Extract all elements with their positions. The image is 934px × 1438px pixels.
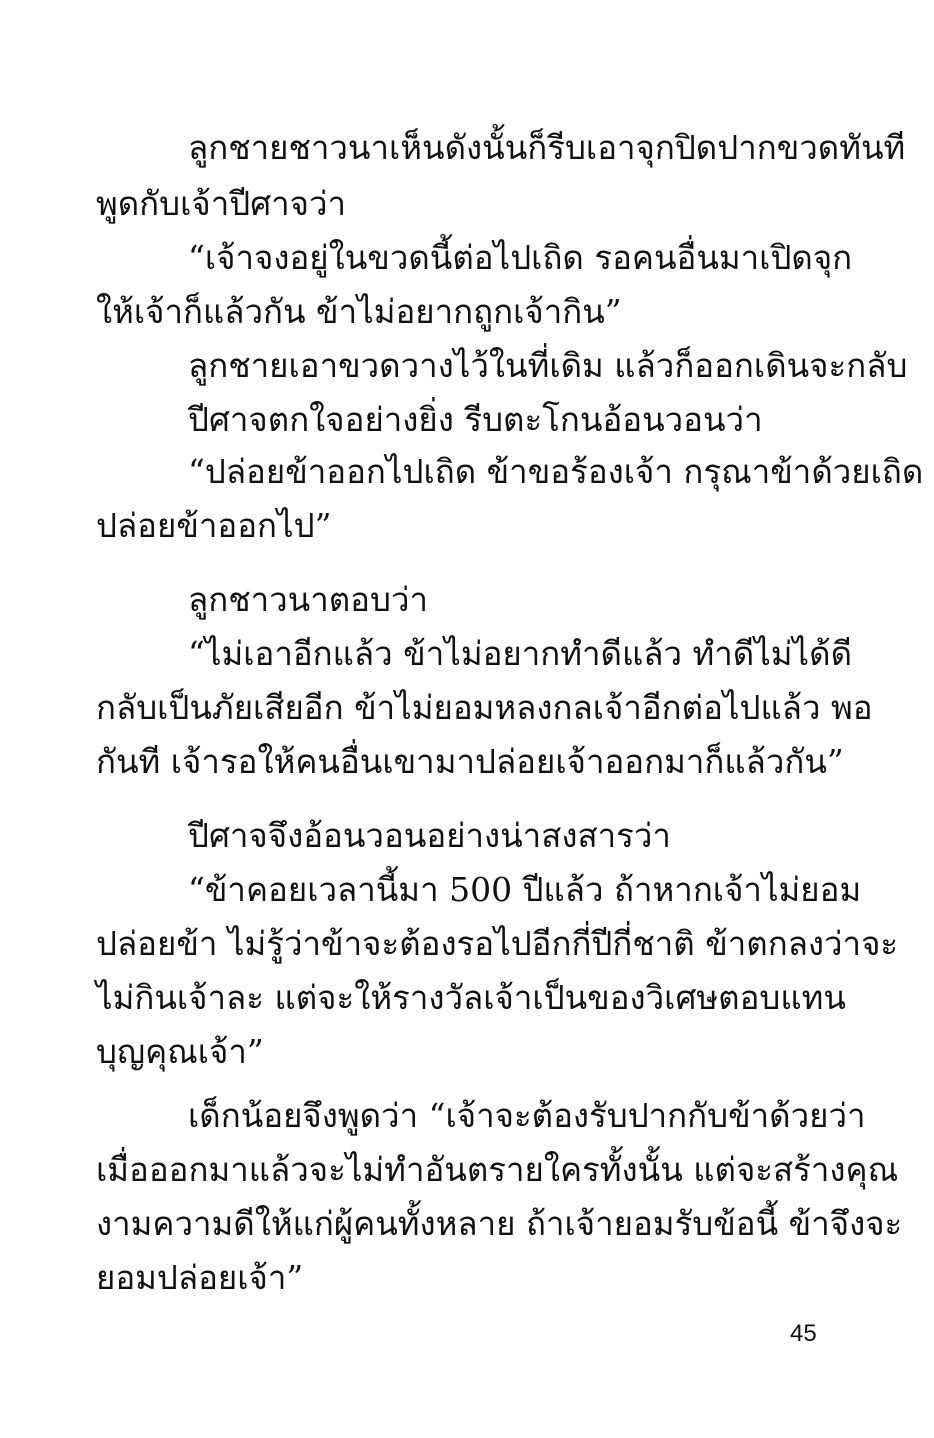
text-line: ปีศาจจึงอ้อนวอนอย่างน่าสงสารว่า	[188, 816, 671, 855]
text-line: เด็กน้อยจึงพูดว่า “เจ้าจะต้องรับปากกับข้าด้วยว่า	[188, 1096, 866, 1135]
page-number: 45	[790, 1320, 817, 1347]
text-line: กลับเป็นภัยเสียอีก ข้าไม่ยอมหลงกลเจ้าอีกต่อไปแล้ว พอ	[96, 688, 873, 727]
text-line: ลูกชาวนาตอบว่า	[188, 580, 429, 619]
text-line: “ปล่อยข้าออกไปเถิด ข้าขอร้องเจ้า กรุณาข้าด้วยเถิด	[188, 452, 924, 491]
text-line: บุญคุณเจ้า”	[96, 1032, 264, 1071]
text-line: “เจ้าจงอยู่ในขวดนี้ต่อไปเถิด รอคนอื่นมาเปิดจุก	[188, 238, 853, 277]
text-line: ลูกชายเอาขวดวางไว้ในที่เดิม แล้วก็ออกเดินจะกลับ	[188, 346, 908, 385]
text-line: เมื่อออกมาแล้วจะไม่ทำอันตรายใครทั้งนั้น แต่จะสร้างคุณ	[96, 1150, 899, 1189]
text-line: กันที เจ้ารอให้คนอื่นเขามาปล่อยเจ้าออกมาก็แล้วกัน”	[96, 742, 844, 781]
text-line: “ไม่เอาอีกแล้ว ข้าไม่อยากทำดีแล้ว ทำดีไม่ได้ดี	[188, 634, 853, 673]
text-line: ไม่กินเจ้าละ แต่จะให้รางวัลเจ้าเป็นของวิเศษตอบแทน	[96, 978, 846, 1017]
text-line: “ข้าคอยเวลานี้มา 500 ปีแล้ว ถ้าหากเจ้าไม่ยอม	[188, 870, 862, 909]
text-line: ปีศาจตกใจอย่างยิ่ง รีบตะโกนอ้อนวอนว่า	[188, 400, 763, 439]
text-line: พูดกับเจ้าปีศาจว่า	[96, 184, 347, 223]
text-line: ลูกชายชาวนาเห็นดังนั้นก็รีบเอาจุกปิดปากขวดทันที	[188, 128, 906, 167]
text-line: ปล่อยข้า ไม่รู้ว่าข้าจะต้องรอไปอีกกี่ปีกี่ชาติ ข้าตกลงว่าจะ	[96, 924, 899, 963]
text-line: งามความดีให้แก่ผู้คนทั้งหลาย ถ้าเจ้ายอมรับข้อนี้ ข้าจึงจะ	[96, 1204, 903, 1243]
text-line: ให้เจ้าก็แล้วกัน ข้าไม่อยากถูกเจ้ากิน”	[96, 292, 622, 331]
text-line: ปล่อยข้าออกไป”	[96, 506, 332, 545]
text-line: ยอมปล่อยเจ้า”	[96, 1258, 304, 1297]
